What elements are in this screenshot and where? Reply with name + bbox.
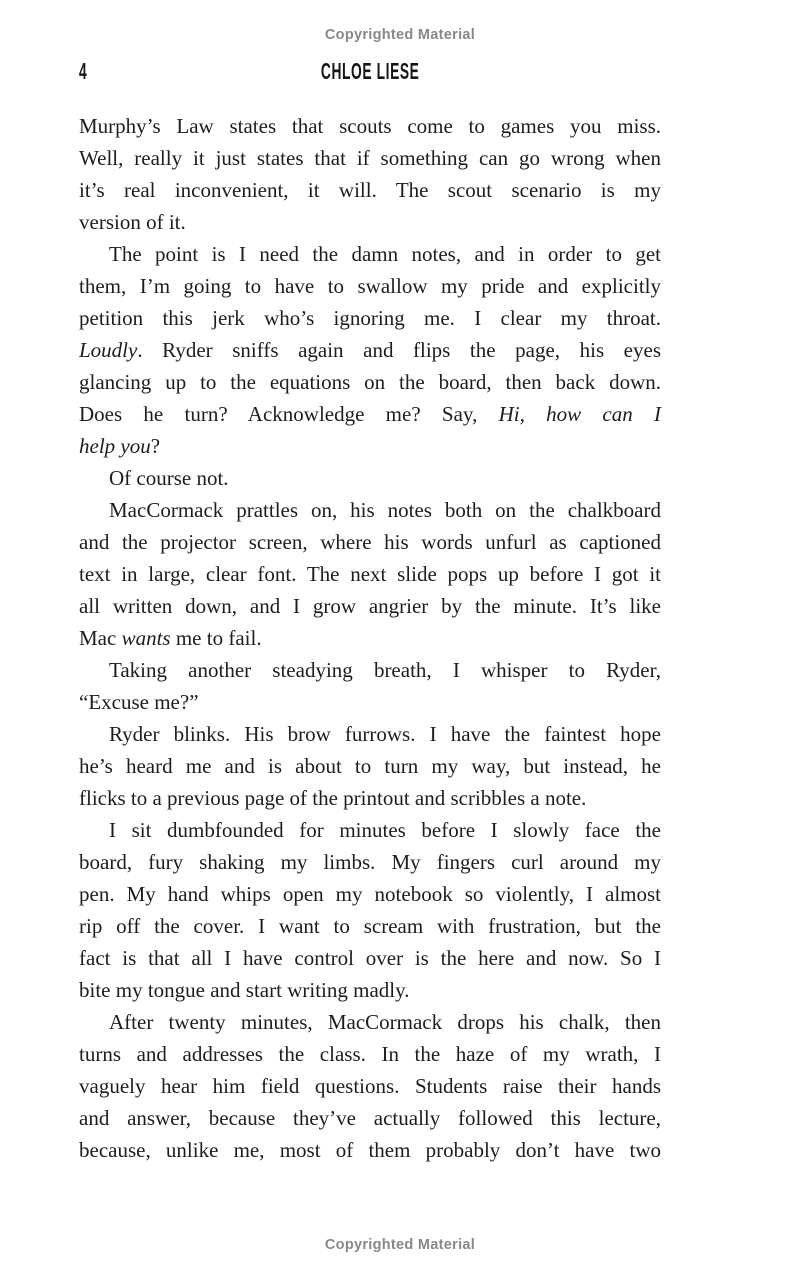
body-text-italic-run: help you bbox=[79, 434, 151, 458]
body-text-italic-run: Loudly bbox=[79, 338, 138, 362]
body-text-run: vaguely hear him field questions. Students raise their hands bbox=[79, 1074, 661, 1098]
body-line bbox=[79, 718, 661, 750]
body-text-run: Does he turn? Acknowledge me? Say, bbox=[79, 402, 499, 426]
body-line bbox=[79, 302, 661, 334]
body-line bbox=[79, 910, 661, 942]
body-text-run: because, unlike me, most of them probably don’t have two bbox=[79, 1138, 661, 1162]
body-text-run: Well, really it just states that if something can go wrong when bbox=[79, 146, 661, 170]
body-line bbox=[79, 1102, 661, 1134]
body-text-run: he’s heard me and is about to turn my way, but instead, he bbox=[79, 754, 661, 778]
body-line bbox=[79, 974, 661, 1006]
body-text-run: all written down, and I grow angrier by the minute. It’s like bbox=[79, 594, 661, 618]
body-text-run: and answer, because they’ve actually followed this lecture, bbox=[79, 1106, 661, 1130]
page-header bbox=[79, 58, 661, 82]
body-line bbox=[79, 398, 661, 430]
body-line bbox=[79, 782, 661, 814]
body-text-run: Murphy’s Law states that scouts come to games you miss. bbox=[79, 114, 661, 138]
body-line bbox=[79, 846, 661, 878]
copyright-notice-bottom: Copyrighted Material bbox=[324, 1237, 476, 1253]
body-text-run: me to fail. bbox=[170, 626, 262, 650]
body-text-run: version of it. bbox=[79, 210, 186, 234]
body-text-run: Mac bbox=[79, 626, 122, 650]
body-line bbox=[79, 1006, 661, 1038]
body-text-run: petition this jerk who’s ignoring me. I clear my throat. bbox=[79, 306, 661, 330]
body-text-run: it’s real inconvenient, it will. The scout scenario is my bbox=[79, 178, 661, 202]
body-line bbox=[79, 462, 661, 494]
body-text-run: fact is that all I have control over is the here and now. So I bbox=[79, 946, 661, 970]
body-line bbox=[79, 622, 661, 654]
body-line bbox=[79, 1038, 661, 1070]
body-line bbox=[79, 558, 661, 590]
body-text-run: rip off the cover. I want to scream with frustration, but the bbox=[79, 914, 661, 938]
page-number-label: 4 bbox=[79, 58, 88, 84]
body-line bbox=[79, 494, 661, 526]
body-line bbox=[79, 750, 661, 782]
body-line bbox=[79, 654, 661, 686]
body-text-italic-run: Hi, how can I bbox=[498, 402, 661, 426]
body-line bbox=[79, 686, 661, 718]
body-line bbox=[79, 1070, 661, 1102]
body-line bbox=[79, 334, 661, 366]
body-line bbox=[79, 366, 661, 398]
body-text-run: turns and addresses the class. In the haze of my wrath, I bbox=[79, 1042, 661, 1066]
body-text-run: bite my tongue and start writing madly. bbox=[79, 978, 410, 1002]
body-text-run: glancing up to the equations on the board, then back down. bbox=[79, 370, 661, 394]
body-line bbox=[79, 878, 661, 910]
body-text-run: them, I’m going to have to swallow my pride and explicitly bbox=[79, 274, 661, 298]
body-text-run: The point is I need the damn notes, and in order to get bbox=[109, 242, 661, 266]
body-text-run: Of course not. bbox=[109, 466, 229, 490]
body-line bbox=[79, 110, 661, 142]
body-line bbox=[79, 942, 661, 974]
body-line bbox=[79, 174, 661, 206]
body-line bbox=[79, 430, 661, 462]
body-text-run: Ryder blinks. His brow furrows. I have the faintest hope bbox=[109, 722, 661, 746]
running-header-label: CHLOE LIESE bbox=[320, 58, 420, 84]
body-line bbox=[79, 526, 661, 558]
body-text-run: “Excuse me?” bbox=[79, 690, 199, 714]
body-line bbox=[79, 814, 661, 846]
body-text-run: board, fury shaking my limbs. My fingers curl around my bbox=[79, 850, 661, 874]
body-text-run: flicks to a previous page of the printout and scribbles a note. bbox=[79, 786, 587, 810]
body-text-run: Taking another steadying breath, I whisper to Ryder, bbox=[109, 658, 661, 682]
running-header bbox=[79, 58, 661, 85]
body-text-run: After twenty minutes, MacCormack drops his chalk, then bbox=[109, 1010, 661, 1034]
body-text-run: MacCormack prattles on, his notes both on the chalkboard bbox=[109, 498, 661, 522]
body-text-italic-run: wants bbox=[121, 626, 171, 650]
body-text-run: text in large, clear font. The next slide pops up before I got it bbox=[79, 562, 661, 586]
body-text-run: and the projector screen, where his words unfurl as captioned bbox=[79, 530, 661, 554]
body-line bbox=[79, 1134, 661, 1166]
body-line bbox=[79, 206, 661, 238]
body-text bbox=[79, 110, 661, 1166]
body-text-run: . Ryder sniffs again and flips the page, his eyes bbox=[137, 338, 661, 362]
body-line bbox=[79, 590, 661, 622]
body-text-run: pen. My hand whips open my notebook so violently, I almost bbox=[79, 882, 661, 906]
body-text-run: ? bbox=[150, 434, 161, 458]
body-line bbox=[79, 270, 661, 302]
body-line bbox=[79, 238, 661, 270]
body-text-run: I sit dumbfounded for minutes before I slowly face the bbox=[109, 818, 661, 842]
copyright-notice-top: Copyrighted Material bbox=[324, 27, 476, 43]
body-line bbox=[79, 142, 661, 174]
